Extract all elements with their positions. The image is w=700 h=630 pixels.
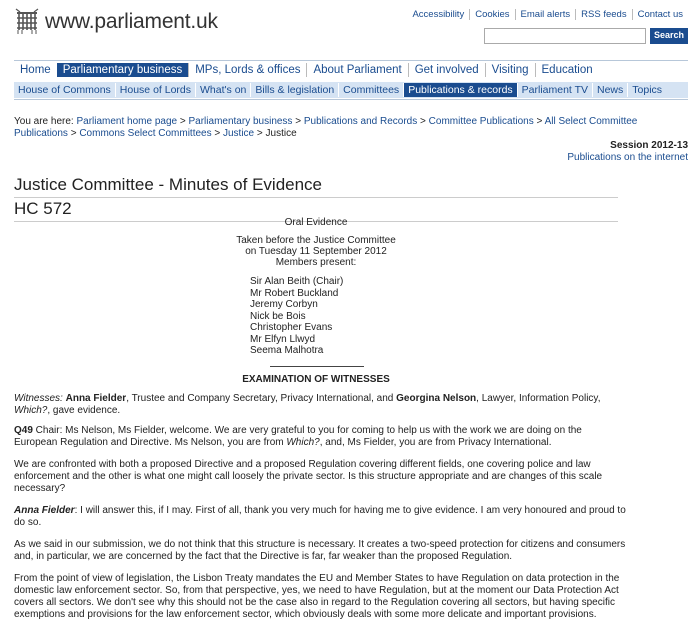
q49-paragraph bbox=[14, 425, 626, 449]
question-text: , and, Ms Fielder, you are from Privacy International. bbox=[319, 437, 552, 448]
secondary-nav bbox=[14, 82, 688, 98]
search-input[interactable] bbox=[484, 28, 646, 44]
breadcrumb-separator: > bbox=[67, 128, 80, 139]
breadcrumb-separator: > bbox=[292, 116, 304, 127]
answer-speaker: Anna Fielder bbox=[14, 505, 75, 516]
members-list bbox=[250, 276, 343, 357]
nav-about-parliament[interactable]: About Parliament bbox=[306, 63, 407, 77]
subnav-bills-legislation[interactable]: Bills & legislation bbox=[250, 83, 338, 97]
answer-paragraph bbox=[14, 505, 626, 529]
submission-paragraph: As we said in our submission, we do not think that this structure is necessary. It creates a two-speed protection for citizens and consumers and, in particular, we are concerned by the fact that the Directive is far, far weaker than the proposed Regulation. bbox=[14, 539, 626, 562]
witness-text: , Lawyer, Information Policy, bbox=[476, 393, 601, 404]
witnesses-label: Witnesses: bbox=[14, 393, 63, 404]
nav-parliamentary-business[interactable]: Parliamentary business bbox=[57, 63, 189, 77]
member-item: Sir Alan Beith (Chair) bbox=[250, 276, 344, 287]
email-alerts-link[interactable]: Email alerts bbox=[515, 9, 576, 20]
logo-text: www.parliament.uk bbox=[45, 10, 218, 33]
subnav-house-of-lords[interactable]: House of Lords bbox=[115, 83, 195, 97]
page-title: Justice Committee - Minutes of Evidence bbox=[14, 175, 618, 198]
nav-mps-lords-offices[interactable]: MPs, Lords & offices bbox=[188, 63, 306, 77]
breadcrumb bbox=[14, 116, 686, 140]
session-label: Session 2012-13 bbox=[610, 140, 688, 151]
members-present-label: Members present: bbox=[275, 257, 357, 268]
witness-text: , Trustee and Company Secretary, Privacy International, and bbox=[126, 393, 397, 404]
breadcrumb-separator: > bbox=[211, 128, 223, 139]
accessibility-link[interactable]: Accessibility bbox=[412, 9, 465, 20]
session-date: on Tuesday 11 September 2012 bbox=[245, 246, 387, 257]
witness-text: , gave evidence. bbox=[47, 405, 121, 416]
portcullis-icon bbox=[14, 8, 40, 36]
contact-us-link[interactable]: Contact us bbox=[632, 9, 688, 20]
subnav-house-of-commons[interactable]: House of Commons bbox=[18, 84, 111, 96]
taken-before: Taken before the Justice Committee bbox=[236, 235, 396, 246]
breadcrumb-separator: > bbox=[177, 116, 189, 127]
member-item: Christopher Evans bbox=[250, 322, 333, 333]
subnav-parliament-tv[interactable]: Parliament TV bbox=[517, 83, 592, 97]
breadcrumb-link[interactable]: Parliamentary business bbox=[188, 116, 293, 127]
breadcrumb-link[interactable]: Parliament home page bbox=[76, 116, 178, 127]
member-item: Mr Elfyn Llwyd bbox=[250, 333, 316, 345]
page-title-block bbox=[14, 175, 618, 222]
nav-visiting[interactable]: Visiting bbox=[485, 63, 535, 77]
question-number: Q49 bbox=[14, 425, 33, 436]
primary-nav bbox=[14, 60, 688, 77]
nav-education[interactable]: Education bbox=[535, 63, 599, 77]
hc-number: HC 572 bbox=[14, 198, 618, 222]
oral-evidence-label: Oral Evidence bbox=[284, 217, 348, 228]
utility-links bbox=[407, 9, 688, 20]
subnav-news[interactable]: News bbox=[592, 83, 627, 97]
search-button[interactable]: Search bbox=[650, 28, 688, 44]
member-item: Nick be Bois bbox=[250, 310, 306, 322]
member-item: Mr Robert Buckland bbox=[250, 287, 339, 299]
breadcrumb-separator: > bbox=[254, 128, 266, 139]
subnav-committees[interactable]: Committees bbox=[338, 83, 403, 97]
member-item: Jeremy Corbyn bbox=[250, 299, 318, 310]
answer-text: : I will answer this, if I may. First of all, thank you very much for having me to give evidence. I am very honoured and proud to do so. bbox=[14, 505, 626, 528]
question-italic: Which? bbox=[286, 437, 320, 448]
cookies-link[interactable]: Cookies bbox=[469, 9, 514, 20]
nav-get-involved[interactable]: Get involved bbox=[408, 63, 485, 77]
confronted-paragraph: We are confronted with both a proposed Directive and a proposed Regulation covering different fields, one covering police and law enforcement and the other is what one might call loosely the private sector. Is this structure appropriate and are changes of this scale necessary? bbox=[14, 459, 603, 494]
subnav-publications-records[interactable]: Publications & records bbox=[403, 83, 516, 97]
session-info bbox=[567, 140, 688, 164]
search-bar bbox=[484, 28, 688, 44]
site-logo[interactable] bbox=[14, 8, 218, 36]
section-divider bbox=[270, 366, 364, 367]
breadcrumb-separator: > bbox=[533, 116, 545, 127]
breadcrumb-current: Justice bbox=[265, 128, 297, 139]
nav-home[interactable]: Home bbox=[20, 64, 51, 76]
question-text: Chair: Ms Nelson, Ms Fielder, welcome. We are very grateful to you for coming to help us with the work we are doing on the European Regulation and Directive. Ms Nelson, you are from bbox=[14, 425, 582, 448]
witness-org-italic: Which? bbox=[14, 405, 48, 416]
witnesses-paragraph bbox=[14, 393, 626, 417]
witness-name: Georgina Nelson bbox=[396, 393, 477, 404]
subnav-topics[interactable]: Topics bbox=[627, 83, 666, 97]
breadcrumb-link[interactable]: All Select Committee Publications bbox=[14, 116, 638, 139]
breadcrumb-link[interactable]: Publications and Records bbox=[303, 116, 418, 127]
breadcrumb-link[interactable]: Committee Publications bbox=[428, 116, 534, 127]
subnav-whats-on[interactable]: What's on bbox=[195, 83, 250, 97]
member-item: Seema Malhotra bbox=[250, 345, 324, 356]
breadcrumb-prefix: You are here: bbox=[14, 116, 77, 127]
publications-internet-link[interactable]: Publications on the internet bbox=[567, 152, 688, 163]
examination-heading: EXAMINATION OF WITNESSES bbox=[242, 374, 390, 385]
lisbon-paragraph: From the point of view of legislation, the Lisbon Treaty mandates the EU and Member States to have Regulation on data protection in the domestic law enforcement sector. So, from that perspective, yes, we need to have Regulation, but at the moment our Data Protection Act covers all sectors. We don't see why this should not be the case also in regard to the Regulation covering all sectors, but having specific exemptions and provisions for the law enforcement sector, which obviously deals with some more delicate and important provisions. bbox=[14, 573, 620, 620]
breadcrumb-separator: > bbox=[417, 116, 429, 127]
breadcrumb-link[interactable]: Commons Select Committees bbox=[79, 128, 212, 139]
breadcrumb-link[interactable]: Justice bbox=[223, 128, 255, 139]
rss-feeds-link[interactable]: RSS feeds bbox=[575, 9, 631, 20]
witness-name: Anna Fielder bbox=[65, 393, 127, 404]
nav-divider bbox=[14, 99, 688, 100]
